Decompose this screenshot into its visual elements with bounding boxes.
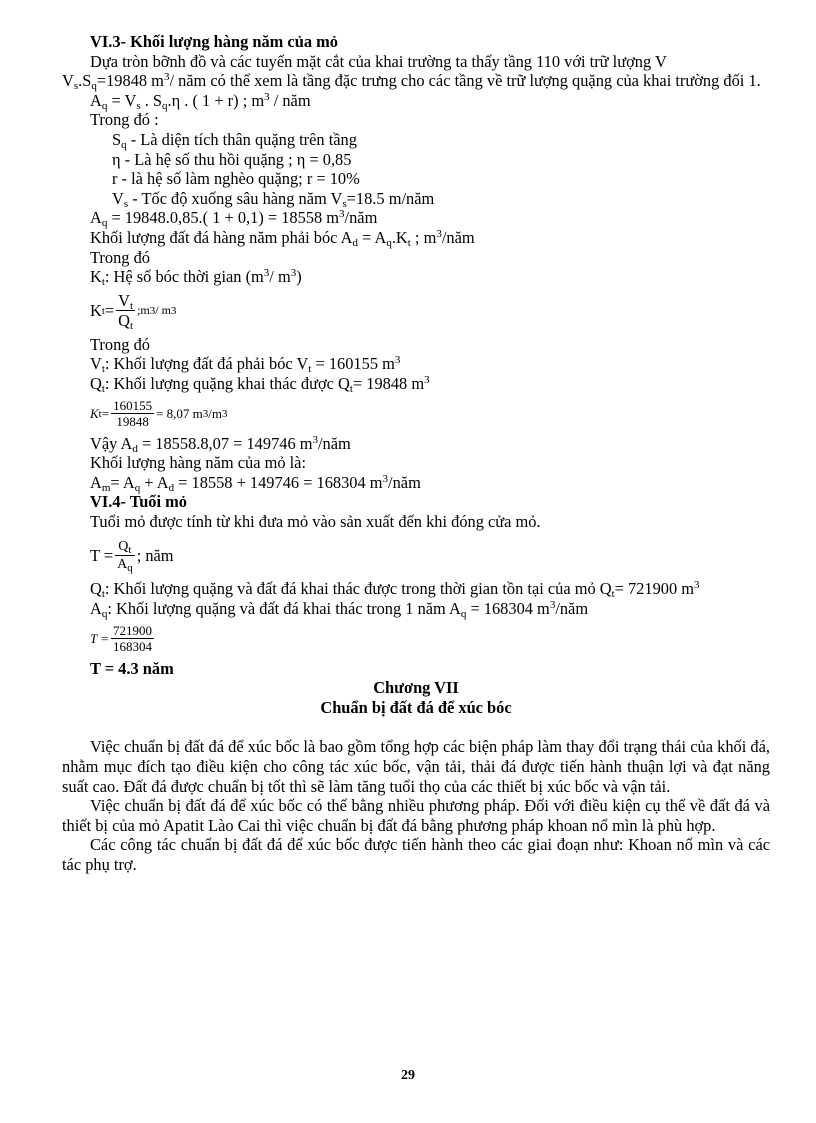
kt-calculation: K t = $\frac{160155}{19848}$ = 8,07 m 3 /m 3 (90, 398, 228, 429)
where-label-2: Trong đó (90, 247, 150, 267)
qt-definition: $Q_t$: Khối lượng quặng khai thác được $Q_t= 19848$ $m^3$ (90, 373, 430, 395)
kt-fraction: $\frac{V_t}{Q_t}$ (118, 291, 134, 333)
document-page (62, 32, 770, 875)
t-calculation: T = $\frac{721900}{168304}$ (90, 623, 153, 655)
chapter-paragraph-3: Các công tác chuẩn bị đất đá để xúc bốc được tiến hành theo các giai đoạn như: Khoan nổ mìn và các tác phụ trợ. (62, 835, 770, 874)
section-title-vi4: VI.4- Tuổi mỏ (90, 492, 188, 512)
definition-r: r - là hệ số làm nghèo quặng; r = 10% (112, 169, 360, 189)
t-formula: T = $\frac{Q_t}{A_q}$ ; năm (90, 538, 174, 574)
where-label-3: Trong đó (90, 334, 150, 354)
chapter-paragraph-2: Việc chuẩn bị đất đá để xúc bốc có thể bằng nhiều phương pháp. Đối với điều kiện cụ thể về đất đá và thiết bị của mỏ Apatit Lào Cai thì việc chuẩn bị đất đá bằng phương pháp khoan nổ mìn là phù hợp. (62, 796, 770, 835)
kt-calc-fraction: $\frac{160155}{19848}$ (113, 398, 153, 429)
am-intro: Khối lượng hàng năm của mỏ là: (90, 453, 307, 473)
chapter-number: Chương VII (373, 678, 459, 698)
section-title-vi3: VI.3- Khối lượng hàng năm của mỏ (90, 32, 338, 51)
overburden-line: Khối lượng đất đá hàng năm phải bóc $A_d = A_q.K_t$ ; $m^3$/năm (90, 227, 475, 249)
calc-aq: $A_q = 19848.0,85$.( 1 + 0,1) = 18558 $m^3$/năm (90, 208, 378, 230)
am-calculation: $A_m= A_q + A_d = 18558 + 149746 = 168304$ $m^3$/năm (90, 472, 421, 494)
where-label: Trong đó : (90, 110, 159, 130)
aq-description: $A_q$: Khối lượng quặng và đất đá khai thác trong 1 năm $A_q = 168304$ $m^3$/năm (90, 599, 589, 621)
definition-sq: $S_q$ - Là diện tích thân quặng trên tầng (112, 129, 357, 151)
formula-aq: $A_q = V_s$ . $S_q.\eta$ . ( 1 + r) ; $m^3$ / năm (90, 90, 311, 112)
definition-vs: $V_s$ - Tốc độ xuống sâu hàng năm $V_s=18.5$ m/năm (112, 188, 435, 210)
t-calc-fraction: $\frac{721900}{168304}$ (113, 623, 153, 655)
qt-description: $Q_t$: Khối lượng quặng và đất đá khai thác được trong thời gian tồn tại của mỏ $Q_t= 721900$ $m^3$ (90, 579, 700, 601)
paragraph-intro: Dựa tròn bỡnh đồ và các tuyến mặt cắt của khai trường ta thấy tầng 110 với trữ lượng V (90, 51, 667, 71)
t-fraction: $\frac{Q_t}{A_q}$ (117, 538, 133, 574)
kt-formula: K t = $\frac{V_t}{Q_t}$ ;m 3 / m 3 (90, 291, 177, 333)
chapter-paragraph-1: Việc chuẩn bị đất đá để xúc bốc là bao gồm tổng hợp các biện pháp làm thay đổi trạng thái của khối đá, nhằm mục đích tạo điều kiện cho công tác xúc bốc, vận tải, thải đá được tiến hành thuận lợi và đạt năng suất cao. Đất đá được chuẩn bị tốt thì sẽ làm tăng tuổi thọ của các thiết bị xúc bốc và vận tải. (62, 737, 770, 796)
paragraph-intro-cont: $V_s.S_q=19848$ $m^3/$ năm có thể xem là tầng đặc trưng cho các tầng về trữ lượng quặng của khai trường đối 1. (62, 71, 761, 93)
page-number: 29 (401, 1068, 415, 1083)
ad-calculation: Vậy $A_d = 18558.8,07 = 149746$ $m^3$/năm (90, 433, 351, 455)
mine-life-result: T = 4.3 năm (90, 658, 174, 678)
chapter-title: Chuẩn bị đất đá để xúc bóc (320, 697, 512, 717)
vt-definition: $V_t$: Khối lượng đất đá phải bóc $V_t = 160155$ $m^3$ (90, 354, 401, 376)
kt-definition: $K_t$: Hệ số bóc thời gian ($m^3/$ $m^3$) (90, 267, 302, 289)
mine-life-intro: Tuổi mỏ được tính từ khi đưa mỏ vào sản xuất đến khi đóng cửa mỏ. (90, 511, 541, 531)
definition-eta: η - Là hệ số thu hồi quặng ; η = 0,85 (112, 149, 352, 169)
